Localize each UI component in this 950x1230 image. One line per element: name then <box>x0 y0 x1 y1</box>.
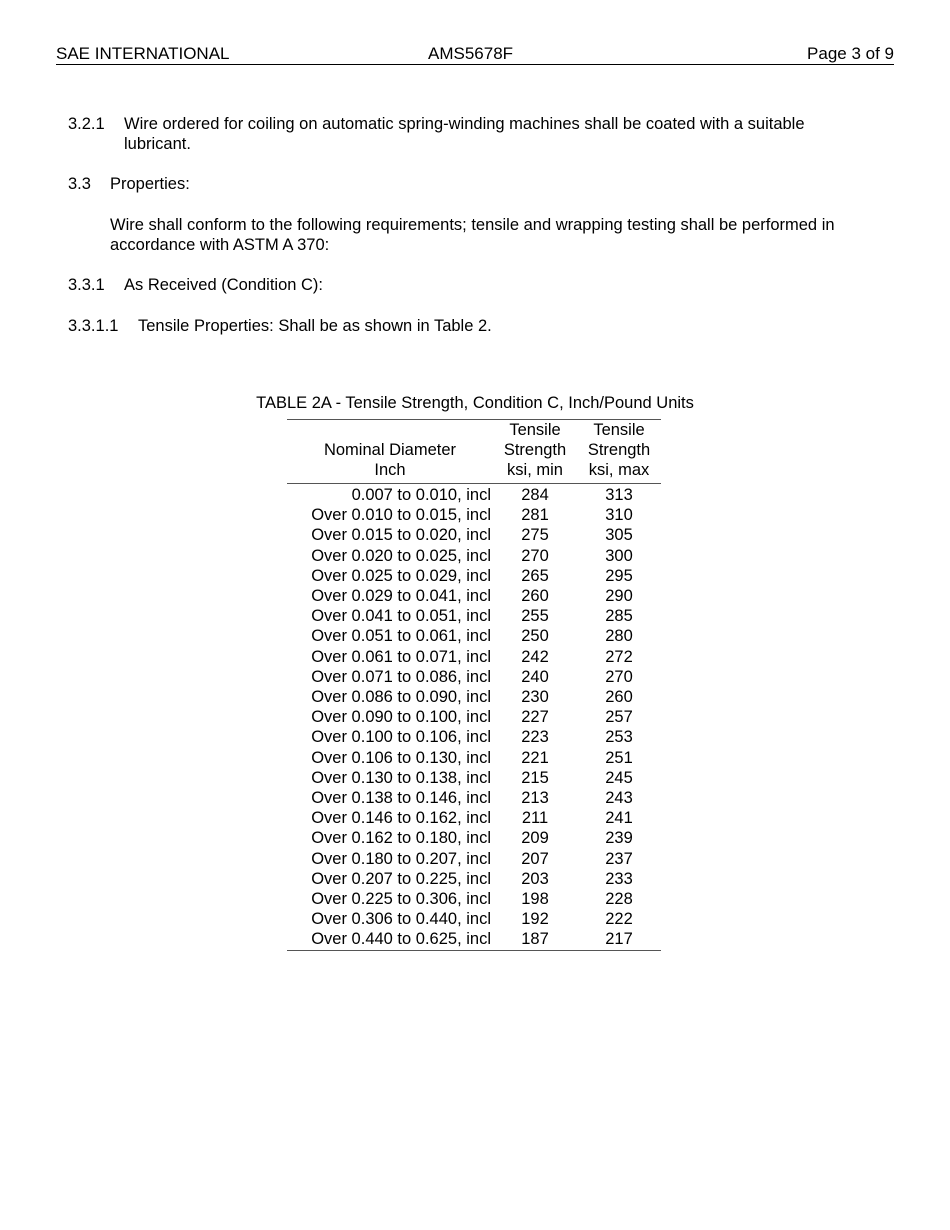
cell-tensile-min: 242 <box>521 647 549 666</box>
header-tensile-max <box>577 420 661 484</box>
cell-diameter: Over 0.025 to 0.029, incl <box>311 566 491 585</box>
cell-tensile-min: 211 <box>521 809 549 828</box>
cell-tensile-max: 300 <box>605 546 633 565</box>
cell-tensile-min: 270 <box>521 546 549 565</box>
cell-tensile-min: 187 <box>493 929 577 950</box>
header-line: Tensile <box>593 421 645 439</box>
section-text: Tensile Properties: Shall be as shown in Table 2. <box>138 317 492 335</box>
table-row <box>287 707 661 727</box>
cell-tensile-min: 213 <box>521 789 549 808</box>
cell-tensile-min: 227 <box>521 708 549 727</box>
table-row <box>287 484 661 506</box>
cell-diameter: Over 0.041 to 0.051, incl <box>311 607 491 626</box>
cell-diameter: Over 0.440 to 0.625, incl <box>287 929 493 950</box>
cell-tensile-max: 313 <box>605 486 633 504</box>
section-number: 3.3.1.1 <box>68 317 119 335</box>
cell-tensile-max: 285 <box>605 607 633 626</box>
section-number: 3.3 <box>68 175 91 193</box>
cell-tensile-max: 310 <box>605 506 633 525</box>
table-row <box>287 929 661 950</box>
table-row <box>287 525 661 545</box>
header-tensile-min <box>493 420 577 484</box>
cell-diameter: Over 0.146 to 0.162, incl <box>311 809 491 828</box>
cell-diameter: Over 0.130 to 0.138, incl <box>311 768 491 787</box>
section-number: 3.3.1 <box>68 276 105 294</box>
header-doc-id: AMS5678F <box>428 44 514 63</box>
cell-diameter: Over 0.051 to 0.061, incl <box>311 627 491 646</box>
cell-diameter: Over 0.071 to 0.086, incl <box>311 667 491 686</box>
cell-diameter: Over 0.020 to 0.025, incl <box>311 546 491 565</box>
cell-tensile-min: 198 <box>521 890 549 909</box>
cell-tensile-max: 228 <box>605 890 633 909</box>
cell-tensile-max: 251 <box>605 748 633 767</box>
cell-diameter: Over 0.138 to 0.146, incl <box>311 789 491 808</box>
cell-tensile-max: 243 <box>605 789 633 808</box>
cell-tensile-min: 192 <box>521 910 549 929</box>
cell-tensile-min: 275 <box>521 526 549 545</box>
table-row <box>287 909 661 929</box>
table-row <box>287 768 661 788</box>
header-line: Strength <box>587 441 651 459</box>
header-line: Strength <box>503 441 567 459</box>
cell-tensile-max: 290 <box>605 587 633 606</box>
cell-diameter: Over 0.207 to 0.225, incl <box>311 869 491 888</box>
table-row <box>287 566 661 586</box>
section-heading: As Received (Condition C): <box>124 276 323 294</box>
table-row <box>287 748 661 768</box>
cell-tensile-max: 257 <box>605 708 633 727</box>
cell-tensile-min: 230 <box>521 688 549 707</box>
header-nominal-diameter <box>287 420 493 484</box>
table-row <box>287 849 661 869</box>
table-row <box>287 606 661 626</box>
cell-diameter: Over 0.029 to 0.041, incl <box>311 587 491 606</box>
cell-diameter: Over 0.015 to 0.020, incl <box>311 526 491 545</box>
cell-tensile-min: 209 <box>521 829 549 848</box>
cell-tensile-min: 255 <box>521 607 549 626</box>
header-line: ksi, min <box>507 461 563 479</box>
cell-diameter: Over 0.010 to 0.015, incl <box>311 506 491 525</box>
cell-tensile-max: 245 <box>605 768 633 787</box>
cell-tensile-max: 260 <box>605 688 633 707</box>
cell-diameter: Over 0.086 to 0.090, incl <box>311 688 491 707</box>
cell-tensile-max: 272 <box>605 647 633 666</box>
cell-diameter: Over 0.090 to 0.100, incl <box>311 708 491 727</box>
header-line: Nominal Diameter <box>323 441 457 459</box>
cell-diameter: Over 0.106 to 0.130, incl <box>311 748 491 767</box>
table-row <box>287 647 661 667</box>
cell-tensile-max: 241 <box>605 809 633 828</box>
cell-tensile-max: 270 <box>605 667 633 686</box>
cell-tensile-max: 239 <box>605 829 633 848</box>
cell-tensile-max: 295 <box>605 566 633 585</box>
cell-tensile-min: 250 <box>521 627 549 646</box>
cell-diameter: Over 0.100 to 0.106, incl <box>311 728 491 747</box>
cell-tensile-max: 217 <box>577 929 661 950</box>
cell-diameter: 0.007 to 0.010, incl <box>351 486 491 504</box>
section-text-line: accordance with ASTM A 370: <box>110 236 330 254</box>
table-row <box>287 546 661 566</box>
page-header <box>56 44 894 65</box>
tensile-strength-table <box>287 419 661 951</box>
table-row <box>287 808 661 828</box>
table-header-row <box>287 420 661 484</box>
table-row <box>287 869 661 889</box>
section-text-line: lubricant. <box>124 135 191 153</box>
cell-tensile-min: 221 <box>521 748 549 767</box>
section-text-line: Wire ordered for coiling on automatic spring-winding machines shall be coated with a suitable <box>124 115 805 133</box>
cell-tensile-min: 207 <box>521 849 549 868</box>
cell-diameter: Over 0.225 to 0.306, incl <box>311 890 491 909</box>
header-line: Inch <box>374 461 406 479</box>
cell-tensile-min: 240 <box>521 667 549 686</box>
cell-diameter: Over 0.180 to 0.207, incl <box>311 849 491 868</box>
table-row <box>287 727 661 747</box>
cell-tensile-min: 203 <box>521 869 549 888</box>
table-row <box>287 889 661 909</box>
table-row <box>287 586 661 606</box>
cell-tensile-min: 265 <box>521 566 549 585</box>
header-page-number: Page 3 of 9 <box>807 44 894 63</box>
cell-diameter: Over 0.061 to 0.071, incl <box>311 647 491 666</box>
table-row <box>287 667 661 687</box>
header-org: SAE INTERNATIONAL <box>56 44 230 63</box>
table-body <box>287 484 661 951</box>
cell-tensile-min: 260 <box>521 587 549 606</box>
table-row <box>287 626 661 646</box>
cell-diameter: Over 0.306 to 0.440, incl <box>311 910 491 929</box>
section-text-line: Wire shall conform to the following requirements; tensile and wrapping testing shall be performed in <box>110 216 835 234</box>
table-row <box>287 788 661 808</box>
cell-tensile-min: 215 <box>521 768 549 787</box>
cell-tensile-max: 253 <box>605 728 633 747</box>
cell-tensile-max: 280 <box>605 627 633 646</box>
table-row <box>287 687 661 707</box>
section-number: 3.2.1 <box>68 115 105 133</box>
cell-diameter: Over 0.162 to 0.180, incl <box>311 829 491 848</box>
table-row <box>287 828 661 848</box>
header-line: ksi, max <box>588 461 650 479</box>
header-line: Tensile <box>509 421 561 439</box>
table-title: TABLE 2A - Tensile Strength, Condition C, Inch/Pound Units <box>256 394 694 412</box>
cell-tensile-min: 223 <box>521 728 549 747</box>
cell-tensile-max: 305 <box>605 526 633 545</box>
section-3-3-body <box>110 215 835 255</box>
table-row <box>287 505 661 525</box>
section-heading: Properties: <box>110 175 190 193</box>
cell-tensile-max: 233 <box>605 869 633 888</box>
cell-tensile-max: 237 <box>605 849 633 868</box>
cell-tensile-min: 281 <box>521 506 549 525</box>
cell-tensile-max: 222 <box>605 910 633 929</box>
cell-tensile-min: 284 <box>521 486 549 504</box>
